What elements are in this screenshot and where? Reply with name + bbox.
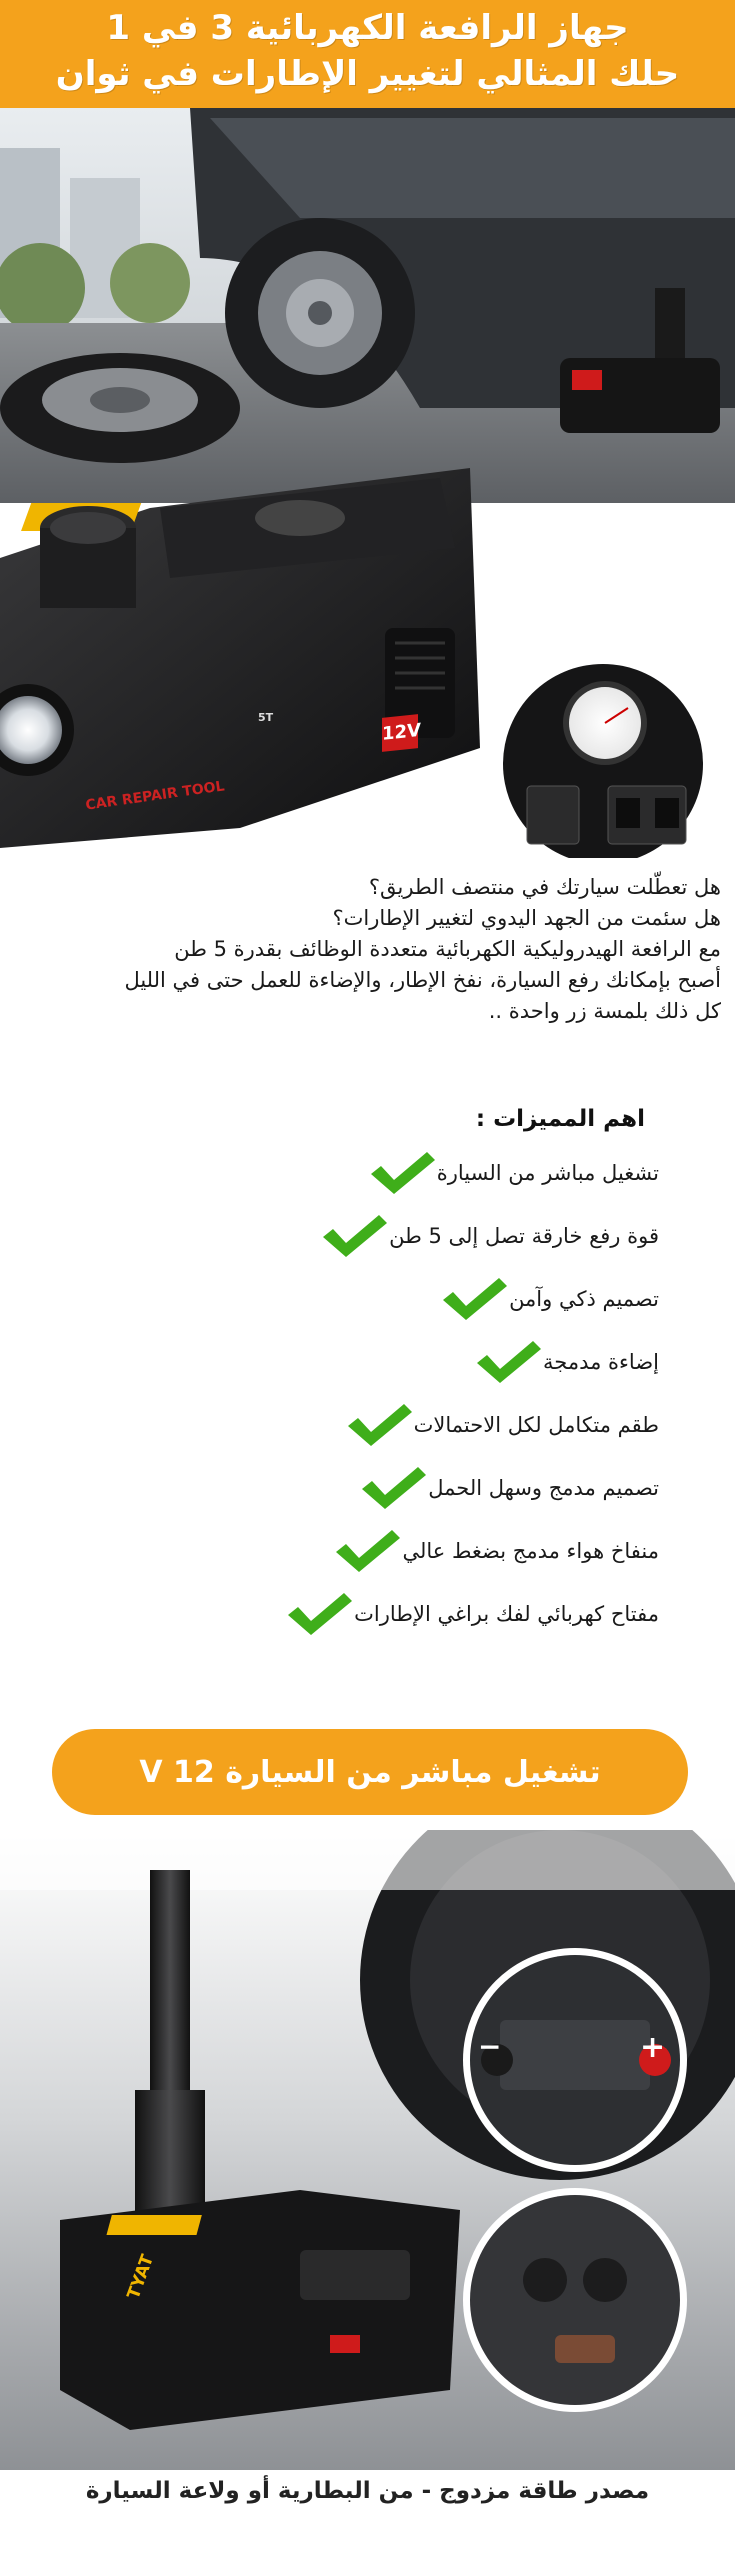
header-title-line2: حلك المثالي لتغيير الإطارات في ثوان <box>55 54 680 94</box>
feature-item <box>319 1213 667 1259</box>
feature-label: إضاءة مدمجة <box>543 1350 659 1374</box>
checkmark-icon <box>367 1150 437 1196</box>
intro-line: مع الرافعة الهيدروليكية الكهربائية متعددة الوظائف بقدرة 5 طن <box>174 937 721 961</box>
feature-item <box>332 1528 667 1574</box>
voltage-badge: 12V <box>382 714 418 752</box>
plus-terminal-icon: + <box>640 2030 666 2065</box>
feature-item <box>439 1276 667 1322</box>
feature-label: تشغيل مباشر من السيارة <box>436 1161 659 1185</box>
product-brand-label: CAR REPAIR TOOL <box>84 778 226 814</box>
feature-label: تصميم ذكي وآمن <box>509 1287 659 1311</box>
bottom-brand-label: TYAT <box>123 2252 159 2302</box>
power-source-caption: مصدر طاقة مزدوج - من البطارية أو ولاعة السيارة <box>85 2478 650 2504</box>
checkmark-icon <box>473 1339 543 1385</box>
feature-item <box>473 1339 667 1385</box>
minus-terminal-icon: − <box>478 2030 502 2063</box>
feature-label: تصميم مدمج وسهل الحمل <box>428 1476 659 1500</box>
header-title-line1: جهاز الرافعة الكهربائية 3 في 1 <box>106 8 629 48</box>
feature-item <box>367 1150 667 1196</box>
feature-item <box>344 1402 667 1448</box>
checkmark-icon <box>358 1465 428 1511</box>
checkmark-icon <box>332 1528 402 1574</box>
feature-label: طقم متكامل لكل الاحتمالات <box>413 1413 659 1437</box>
feature-label: قوة رفع خارقة تصل إلى 5 طن <box>389 1224 659 1248</box>
checkmark-icon <box>284 1591 354 1637</box>
bottom-product-image <box>0 1830 735 2470</box>
power-source-banner <box>52 1729 688 1815</box>
intro-line: كل ذلك بلمسة زر واحدة .. <box>488 999 721 1023</box>
hero-product-image <box>0 108 735 858</box>
rating-label: 5T <box>258 711 274 724</box>
hero-illustration <box>0 108 735 858</box>
header-banner <box>0 0 735 108</box>
feature-label: مفتاح كهربائي لفك براغي الإطارات <box>354 1602 659 1626</box>
checkmark-icon <box>344 1402 414 1448</box>
bottom-illustration <box>0 1830 735 2470</box>
feature-item <box>284 1591 667 1637</box>
power-source-banner-label: تشغيل مباشر من السيارة 12 V <box>139 1754 601 1790</box>
intro-line: هل سئمت من الجهد اليدوي لتغيير الإطارات؟ <box>332 906 721 930</box>
intro-paragraph <box>16 872 721 1027</box>
checkmark-icon <box>319 1213 389 1259</box>
checkmark-icon <box>439 1276 509 1322</box>
features-title: اهم المميزات : <box>475 1106 645 1132</box>
intro-line: أصبح بإمكانك رفع السيارة، نفخ الإطار، والإضاءة للعمل حتى في الليل <box>124 968 721 992</box>
intro-line: هل تعطّلت سيارتك في منتصف الطريق؟ <box>368 875 721 899</box>
feature-label: منفاخ هواء مدمج بضغط عالي <box>402 1539 659 1563</box>
feature-item <box>358 1465 667 1511</box>
